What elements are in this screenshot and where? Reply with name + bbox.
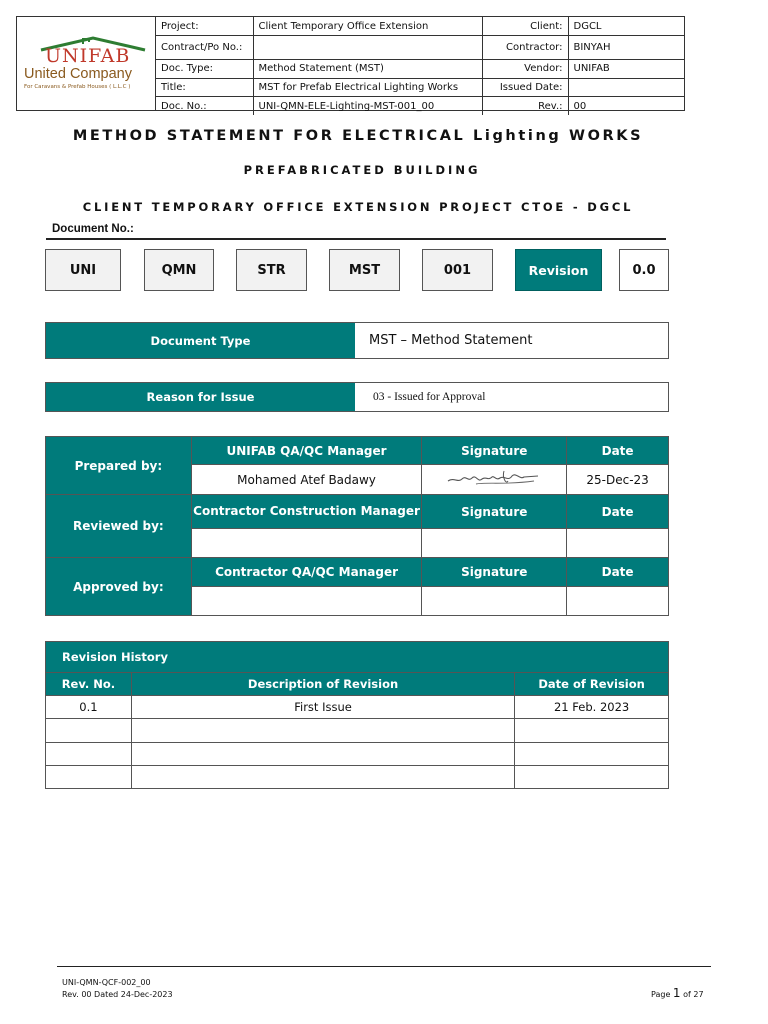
- document-type-row: [45, 322, 669, 359]
- rev-date-cell: 21 Feb. 2023: [515, 696, 669, 719]
- contract-value: [253, 36, 482, 60]
- footer-revision-date: Rev. 00 Dated 24-Dec-2023: [62, 990, 173, 999]
- contractor-value: BINYAH: [568, 36, 685, 60]
- page-indicator: [651, 986, 704, 1000]
- approved-date: [567, 587, 669, 616]
- rev-date-cell: [515, 719, 669, 742]
- reason-label: Reason for Issue: [46, 383, 355, 411]
- signature-scribble: [446, 467, 542, 489]
- page-label: Page: [651, 990, 671, 999]
- reviewed-by-label: Reviewed by:: [46, 495, 192, 558]
- rev-date-cell: [515, 742, 669, 765]
- rev-no-header: Rev. No.: [46, 673, 132, 696]
- docno-label: Doc. No.:: [156, 97, 253, 116]
- issued-date-value: [568, 78, 685, 97]
- header-row-contract: [156, 36, 685, 60]
- revision-header-row: [46, 673, 669, 696]
- header-info-table: [156, 17, 685, 115]
- prepared-date: 25-Dec-23: [567, 465, 669, 495]
- table-row: [46, 719, 669, 742]
- project-title: CLIENT TEMPORARY OFFICE EXTENSION PROJECT CTOE - DGCL: [82, 200, 634, 214]
- title-label: Title:: [156, 78, 253, 97]
- table-row: [46, 765, 669, 788]
- prepared-signature: [422, 465, 567, 495]
- contractor-label: Contractor:: [482, 36, 568, 60]
- docno-part-type: MST: [329, 249, 400, 291]
- project-value: Client Temporary Office Extension: [253, 17, 482, 36]
- reviewed-date-header: Date: [567, 495, 669, 529]
- approved-date-header: Date: [567, 558, 669, 587]
- divider: [46, 238, 666, 240]
- rev-no-cell: [46, 719, 132, 742]
- document-type-value: MST – Method Statement: [369, 333, 533, 348]
- rev-date-cell: [515, 765, 669, 788]
- title-value: MST for Prefab Electrical Lighting Works: [253, 78, 482, 97]
- rev-no-cell: [46, 742, 132, 765]
- document-header: [16, 16, 685, 111]
- approved-name: [191, 587, 422, 616]
- docno-part-discipline: STR: [236, 249, 307, 291]
- docno-part-location: QMN: [144, 249, 214, 291]
- issued-date-label: Issued Date:: [482, 78, 568, 97]
- docno-part-sequence: 001: [422, 249, 493, 291]
- prepared-date-header: Date: [567, 437, 669, 465]
- header-row-project: [156, 17, 685, 36]
- reviewed-header-row: [46, 495, 669, 529]
- revision-history-table: [45, 672, 669, 789]
- prepared-header-row: [46, 437, 669, 465]
- doctype-value: Method Statement (MST): [253, 60, 482, 79]
- reviewed-signature-header: Signature: [422, 495, 567, 529]
- rev-label: Rev.:: [482, 97, 568, 116]
- footer-divider: [57, 966, 711, 967]
- reviewed-date: [567, 529, 669, 558]
- logo-company-name: United Company: [24, 66, 132, 82]
- rev-description-cell: [131, 765, 514, 788]
- contract-label: Contract/Po No.:: [156, 36, 253, 60]
- docno-part-company: UNI: [45, 249, 121, 291]
- rev-date-header: Date of Revision: [515, 673, 669, 696]
- company-logo: [17, 17, 156, 110]
- prepared-name: Mohamed Atef Badawy: [191, 465, 422, 495]
- document-no-label: Document No.:: [52, 223, 134, 235]
- rev-no-cell: [46, 765, 132, 788]
- docno-value: UNI-QMN-ELE-Lighting-MST-001_00: [253, 97, 482, 116]
- subtitle: PREFABRICATED BUILDING: [243, 163, 481, 177]
- page-total: of 27: [683, 990, 704, 999]
- reviewed-role: Contractor Construction Manager: [191, 495, 422, 529]
- approved-header-row: [46, 558, 669, 587]
- page-number: 1: [672, 986, 681, 1000]
- rev-no-cell: 0.1: [46, 696, 132, 719]
- logo-wordmark: UNIFAB: [45, 45, 131, 67]
- header-row-doctype: [156, 60, 685, 79]
- approved-by-label: Approved by:: [46, 558, 192, 616]
- prepared-by-label: Prepared by:: [46, 437, 192, 495]
- vendor-value: UNIFAB: [568, 60, 685, 79]
- approval-table: [45, 436, 669, 616]
- vendor-label: Vendor:: [482, 60, 568, 79]
- revision-history-title: Revision History: [45, 641, 669, 672]
- approved-signature: [422, 587, 567, 616]
- reason-value: 03 - Issued for Approval: [373, 391, 486, 403]
- rev-description-cell: First Issue: [131, 696, 514, 719]
- logo-tagline: For Caravans & Prefab Houses ( L.L.C ): [24, 84, 131, 90]
- rev-value: 00: [568, 97, 685, 116]
- client-value: DGCL: [568, 17, 685, 36]
- approved-role: Contractor QA/QC Manager: [191, 558, 422, 587]
- header-row-title: [156, 78, 685, 97]
- reason-row: [45, 382, 669, 412]
- document-type-label: Document Type: [46, 323, 355, 358]
- client-label: Client:: [482, 17, 568, 36]
- docno-revision-label: Revision: [515, 249, 602, 291]
- reviewed-signature: [422, 529, 567, 558]
- header-row-docno: [156, 97, 685, 116]
- rev-description-cell: [131, 719, 514, 742]
- prepared-role: UNIFAB QA/QC Manager: [191, 437, 422, 465]
- rev-description-cell: [131, 742, 514, 765]
- prepared-signature-header: Signature: [422, 437, 567, 465]
- approved-signature-header: Signature: [422, 558, 567, 587]
- rev-description-header: Description of Revision: [131, 673, 514, 696]
- table-row: [46, 742, 669, 765]
- docno-revision-value: 0.0: [619, 249, 669, 291]
- doctype-label: Doc. Type:: [156, 60, 253, 79]
- reviewed-name: [191, 529, 422, 558]
- footer-form-number: UNI-QMN-QCF-002_00: [62, 978, 151, 987]
- table-row: [46, 696, 669, 719]
- project-label: Project:: [156, 17, 253, 36]
- main-title: METHOD STATEMENT FOR ELECTRICAL Lighting WORKS: [72, 128, 644, 144]
